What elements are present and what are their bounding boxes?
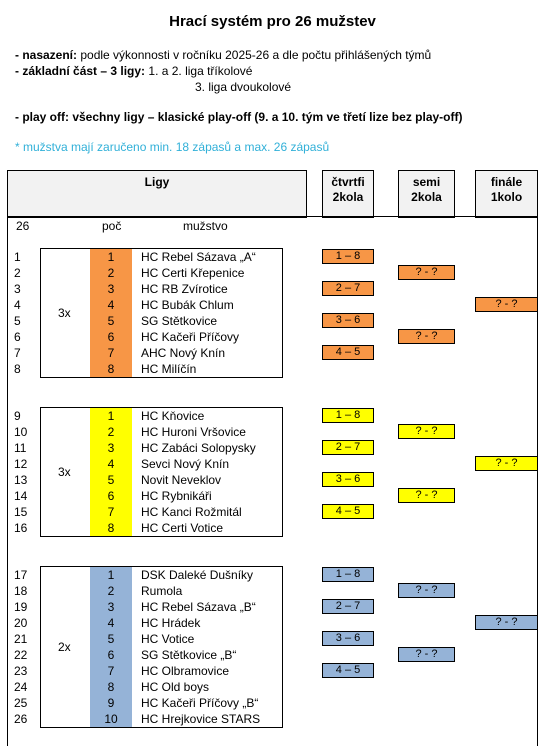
team-rank-number: 22	[14, 648, 28, 662]
quarterfinal-pair: 2 – 7	[322, 440, 374, 455]
team-rank-number: 5	[14, 314, 21, 328]
team-name: HC Old boys	[141, 680, 210, 694]
team-name: HC Huroni Vršovice	[141, 425, 246, 439]
team-rank-number: 20	[14, 616, 28, 630]
seed-cell: 5	[90, 472, 132, 488]
team-name: HC Hrádek	[141, 616, 201, 630]
seed-cell: 3	[90, 599, 132, 615]
team-name: Novit Neveklov	[141, 473, 222, 487]
team-name: Rumola	[141, 584, 183, 598]
seed-cell: 3	[90, 440, 132, 456]
quarterfinal-pair: 3 – 6	[322, 313, 374, 328]
quarterfinal-pair: 1 – 8	[322, 249, 374, 264]
quarterfinal-pair: 3 – 6	[322, 631, 374, 646]
team-name: HC Kačeři Příčovy	[141, 330, 240, 344]
regular-season-text-2: 3. liga dvoukolové	[195, 80, 292, 94]
seed-cell: 1	[90, 567, 132, 583]
quarterfinal-pair: 1 – 8	[322, 408, 374, 423]
seed-cell: 9	[90, 695, 132, 711]
team-name: HC Rybnikáři	[141, 489, 212, 503]
semifinal-pair: ? - ?	[398, 265, 455, 280]
column-team: mužstvo	[183, 219, 228, 233]
semifinal-pair: ? - ?	[398, 583, 455, 598]
seed-cell: 6	[90, 329, 132, 345]
seed-cell: 1	[90, 249, 132, 265]
team-rank-number: 23	[14, 664, 28, 678]
team-rank-number: 10	[14, 425, 28, 439]
quarterfinal-pair: 2 – 7	[322, 599, 374, 614]
team-name: AHC Nový Knín	[141, 346, 226, 360]
seed-cell: 7	[90, 504, 132, 520]
team-rank-number: 8	[14, 362, 21, 376]
team-name: SG Stětkovice	[141, 314, 218, 328]
regular-season-label: - základní část – 3 ligy:	[15, 64, 146, 78]
league-rounds-multiplier: 3x	[58, 465, 71, 479]
seed-cell: 4	[90, 297, 132, 313]
seed-cell: 8	[90, 361, 132, 377]
team-rank-number: 17	[14, 568, 28, 582]
header-semifinal-label: semi	[412, 175, 441, 189]
column-total: 26	[16, 219, 30, 233]
column-poc: poč	[102, 219, 122, 233]
seed-cell: 5	[90, 631, 132, 647]
team-name: HC Certi Křepenice	[141, 266, 245, 280]
semifinal-pair: ? - ?	[398, 488, 455, 503]
team-name: HC Kanci Rožmitál	[141, 505, 242, 519]
team-rank-number: 18	[14, 584, 28, 598]
team-name: HC Rebel Sázava „A“	[141, 250, 256, 264]
quarterfinal-pair: 4 – 5	[322, 345, 374, 360]
team-name: HC Rebel Sázava „B“	[141, 600, 256, 614]
team-rank-number: 11	[14, 441, 27, 455]
team-name: HC Kačeři Příčovy „B“	[141, 696, 259, 710]
team-rank-number: 7	[14, 346, 21, 360]
team-rank-number: 19	[14, 600, 28, 614]
seed-cell: 6	[90, 647, 132, 663]
semifinal-pair: ? - ?	[398, 329, 455, 344]
guarantee-note: * mužstva mají zaručeno min. 18 zápasů a max. 26 zápasů	[15, 140, 330, 154]
list-left-border	[7, 216, 8, 746]
team-rank-number: 9	[14, 409, 21, 423]
regular-season-text: 1. a 2. liga tříkolové	[145, 64, 253, 78]
regular-season-line	[15, 64, 252, 78]
seed-cell: 8	[90, 679, 132, 695]
seeding-line	[15, 48, 431, 62]
list-top-border	[7, 216, 538, 217]
header-semifinal	[398, 170, 455, 218]
team-rank-number: 1	[14, 250, 21, 264]
final-pair: ? - ?	[475, 615, 538, 630]
team-name: HC Certi Votice	[141, 521, 224, 535]
header-quarterfinal	[322, 170, 374, 218]
team-rank-number: 13	[14, 473, 28, 487]
team-rank-number: 12	[14, 457, 28, 471]
team-rank-number: 21	[14, 632, 28, 646]
team-name: SG Stětkovice „B“	[141, 648, 237, 662]
quarterfinal-pair: 1 – 8	[322, 567, 374, 582]
header-semifinal-rounds: 2kola	[411, 190, 442, 204]
quarterfinal-pair: 4 – 5	[322, 663, 374, 678]
team-rank-number: 14	[14, 489, 28, 503]
team-name: HC Olbramovice	[141, 664, 230, 678]
seed-cell: 4	[90, 615, 132, 631]
final-pair: ? - ?	[475, 297, 538, 312]
team-rank-number: 25	[14, 696, 28, 710]
seeding-text: podle výkonnosti v ročníku 2025-26 a dle počtu přihlášených týmů	[77, 48, 432, 62]
quarterfinal-pair: 2 – 7	[322, 281, 374, 296]
team-rank-number: 15	[14, 505, 28, 519]
page-title: Hrací systém pro 26 mužstev	[169, 13, 376, 30]
header-quarterfinal-rounds: 2kola	[332, 190, 364, 204]
list-right-border	[537, 216, 538, 746]
seed-cell: 3	[90, 281, 132, 297]
header-final-label: finále	[490, 175, 523, 189]
seed-cell: 2	[90, 583, 132, 599]
playoff-line: - play off: všechny ligy – klasické play-off (9. a 10. tým ve třetí lize bez play-off)	[15, 110, 463, 124]
team-rank-number: 16	[14, 521, 28, 535]
seed-cell: 4	[90, 456, 132, 472]
quarterfinal-pair: 4 – 5	[322, 504, 374, 519]
league-rounds-multiplier: 2x	[58, 640, 71, 654]
seed-cell: 7	[90, 663, 132, 679]
final-pair: ? - ?	[475, 456, 538, 471]
semifinal-pair: ? - ?	[398, 647, 455, 662]
team-name: HC Zabáci Solopysky	[141, 441, 256, 455]
header-final	[475, 170, 538, 218]
seed-cell: 2	[90, 424, 132, 440]
team-name: HC Milíčín	[141, 362, 197, 376]
seed-cell: 1	[90, 408, 132, 424]
quarterfinal-pair: 3 – 6	[322, 472, 374, 487]
semifinal-pair: ? - ?	[398, 424, 455, 439]
team-rank-number: 6	[14, 330, 21, 344]
league-rounds-multiplier: 3x	[58, 306, 71, 320]
seed-cell: 6	[90, 488, 132, 504]
team-rank-number: 2	[14, 266, 21, 280]
header-quarterfinal-label: čtvrtfi	[331, 175, 365, 189]
seed-cell: 7	[90, 345, 132, 361]
team-name: HC Kňovice	[141, 409, 205, 423]
seed-cell: 2	[90, 265, 132, 281]
seed-cell: 10	[90, 711, 132, 727]
seeding-label: - nasazení:	[15, 48, 78, 62]
team-rank-number: 3	[14, 282, 21, 296]
team-name: HC Votice	[141, 632, 195, 646]
team-name: HC Hrejkovice STARS	[141, 712, 261, 726]
team-rank-number: 4	[14, 298, 21, 312]
team-name: DSK Daleké Dušníky	[141, 568, 254, 582]
team-name: HC RB Zvírotice	[141, 282, 228, 296]
team-rank-number: 24	[14, 680, 28, 694]
header-final-rounds: 1kolo	[490, 190, 523, 204]
header-ligy	[7, 170, 307, 218]
seed-cell: 8	[90, 520, 132, 536]
seed-cell: 5	[90, 313, 132, 329]
team-name: Sevci Nový Knín	[141, 457, 230, 471]
team-rank-number: 26	[14, 712, 28, 726]
team-name: HC Bubák Chlum	[141, 298, 234, 312]
header-ligy-label: Ligy	[144, 175, 170, 189]
